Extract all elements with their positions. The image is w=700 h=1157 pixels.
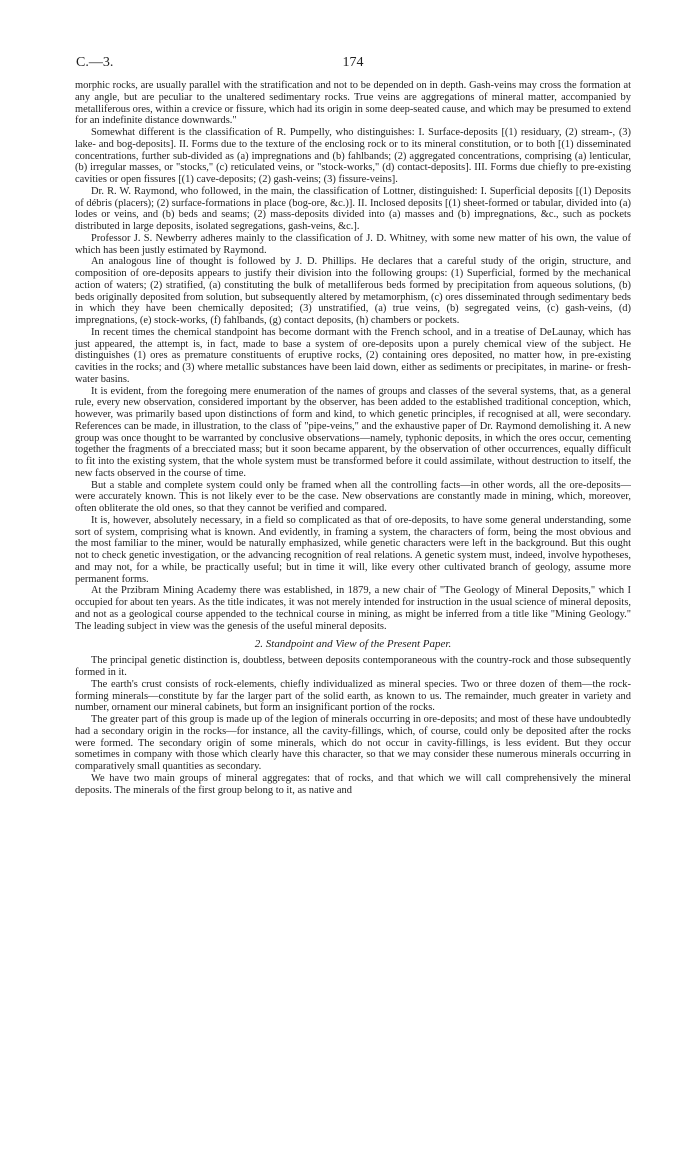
- section-heading: 2. Standpoint and View of the Present Paper.: [254, 638, 452, 651]
- paragraph: We have two main groups of mineral aggregates: that of rocks, and that which we will call comprehensively the mineral deposits. The minerals of the first group belong to it, as native and: [75, 772, 631, 796]
- paragraph: morphic rocks, are usually parallel with the stratification and not to be depended on in depth. Gash-veins may cross the formation at any angle, but are peculiar to the unaltered sedimentary rocks. True veins are aggregations of mineral matter, accompanied by metalliferous ores, within a crevice or fissure, which had its origin in some deep-seated cause, and which may be presumed to extend for an indefinite distance downwards.": [75, 80, 631, 127]
- page-header: [76, 55, 630, 75]
- paragraph: The principal genetic distinction is, doubtless, between deposits contemporaneous with the country-rock and those subsequently formed in it.: [75, 655, 631, 678]
- paragraph: An analogous line of thought is followed by J. D. Phillips. He declares that a careful study of the origin, structure, and composition of ore-deposits appears to justify their division into the following groups: (1) Superficial, formed by the mechanical action of waters; (2) stratified, (a) constituting the bulk of metalliferous beds formed by precipitation from aqueous solutions, (b) beds originally deposited from solution, but subsequently altered by metamorphism, (c) ores disseminated through sedimentary beds in which they have been chemically deposited; (3) unstratified, (a) true veins, (b) segregated veins, (c) gash-veins, (d) impregnations, (e) stock-works, (f) fahlbands, (g) contact deposits, (h) chambers or pockets.: [75, 256, 631, 326]
- paragraph: Somewhat different is the classification of R. Pumpelly, who distinguishes: I. Surface-deposits [(1) residuary, (2) stream-, (3) lake- and bog-deposits]. II. Forms due to the texture of the enclosing rock or to its mineral constitution, or to both [(1) disseminated concentrations, further sub-divided as (a) impregnations and (b) fahlbands; (2) aggregated concentrations, comprising (a) lenticular, (b) irregular masses, or "stocks," (c) reticulated veins, or "stock-works," (d) contact-deposits]. III. Forms due chiefly to pre-existing cavities or open fissures [(1) cave-deposits; (2) gash-veins; (3) fissure-veins].: [75, 127, 631, 185]
- body-text: [75, 80, 631, 796]
- paragraph: Dr. R. W. Raymond, who followed, in the main, the classification of Lottner, distinguished: I. Superficial deposits [(1) Deposits of débris (placers); (2) surface-formations in place (bog-ore, &c.)]. II. Inclosed deposits [(1) sheet-formed or tabular, divided into (a) lodes or veins, and (b) beds and seams; (2) mass-deposits divided into (a) masses and (b) impregnations, &c., such as pockets distributed in large deposits, isolated segregations, gash-veins, &c.].: [75, 185, 631, 232]
- paragraph: In recent times the chemical standpoint has become dormant with the French school, and in a treatise of DeLaunay, which has just appeared, the attempt is, in fact, made to base a system of ore-deposits upon a purely chemical view of the subject. He distinguishes (1) ores as premature constituents of eruptive rocks, (2) containing ores deposited, no matter how, in pre-existing cavities in the rocks; and (3) where metallic substances have been laid down, either as sediments or precipitates, in marine- or fresh-water basins.: [75, 326, 631, 385]
- page-number: 174: [342, 55, 364, 70]
- paragraph: But a stable and complete system could only be framed when all the controlling facts—in other words, all the ore-deposits—were accurately known. This is not likely ever to be the case. New observations are constantly made in mining, which, moreover, often obliterate the old ones, so that they cannot be verified and compared.: [75, 479, 631, 514]
- paragraph: The earth's crust consists of rock-elements, chiefly individualized as mineral species. Two or three dozen of them—the rock-forming minerals—constitute by far the larger part of the solid earth, as known to us. The remainder, much greater in variety and number, ornament our mineral cabinets, but form an insignificant portion of the rocks.: [75, 678, 631, 714]
- paragraph: Professor J. S. Newberry adheres mainly to the classification of J. D. Whitney, with some new matter of his own, the value of which has been justly estimated by Raymond.: [75, 232, 631, 256]
- paragraph: The greater part of this group is made up of the legion of minerals occurring in ore-deposits; and most of these have undoubtedly had a secondary origin in the rocks—for instance, all the cavity-fillings, which, of course, could only be deposited after the rocks were formed. The secondary origin of some minerals, which do not occur in cavity-fillings, is less evident. But they occur sometimes in company with those which clearly have this character, so that we may consider these numerous minerals occurring in comparatively small quantities as secondary.: [75, 714, 631, 772]
- paragraph: It is, however, absolutely necessary, in a field so complicated as that of ore-deposits, to have some general understanding, some sort of system, comprising what is known. And evidently, in framing a system, the characters of form, being the most obvious and the most familiar to the miner, would be naturally emphasized, while genetic characters were left in the background. But this ought not to check genetic investigation, or the advancing recognition of real relations. A genetic system must, indeed, involve hypotheses, and may not, for a while, be practically useful; but in time it will, like every other cultivated branch of geology, assume more permanent forms.: [75, 514, 631, 585]
- document-reference: C.—3.: [76, 55, 114, 70]
- paragraph: At the Przibram Mining Academy there was established, in 1879, a new chair of "The Geology of Mineral Deposits," which I occupied for about ten years. As the title indicates, it was not merely intended for instruction in the usual science of mineral deposits, and not as a geological course appended to the technical course in mining, as might be inferred from a title like "Mining Geology." The leading subject in view was the genesis of the useful mineral deposits.: [75, 585, 631, 632]
- paragraph: It is evident, from the foregoing mere enumeration of the names of groups and classes of the several systems, that, as a general rule, every new observation, considered important by the observer, has been added to the established traditional conception, which, however, was primarily based upon distinctions of form and kind, to which genetic principles, if recognised at all, were secondary. References can be made, in illustration, to the class of "pipe-veins," and the exhaustive paper of Dr. Raymond demolishing it. A new group was once thought to be warranted by conclusive observations—namely, typhonic deposits, in which the ores occur, cementing together the fragments of a brecciated mass; but it soon became apparent, by the observation of other occurrences, equally difficult to fit into the existing system, that the whole system must be transformed before it could assimilate, without destruction to itself, the new facts observed in the course of time.: [75, 385, 631, 479]
